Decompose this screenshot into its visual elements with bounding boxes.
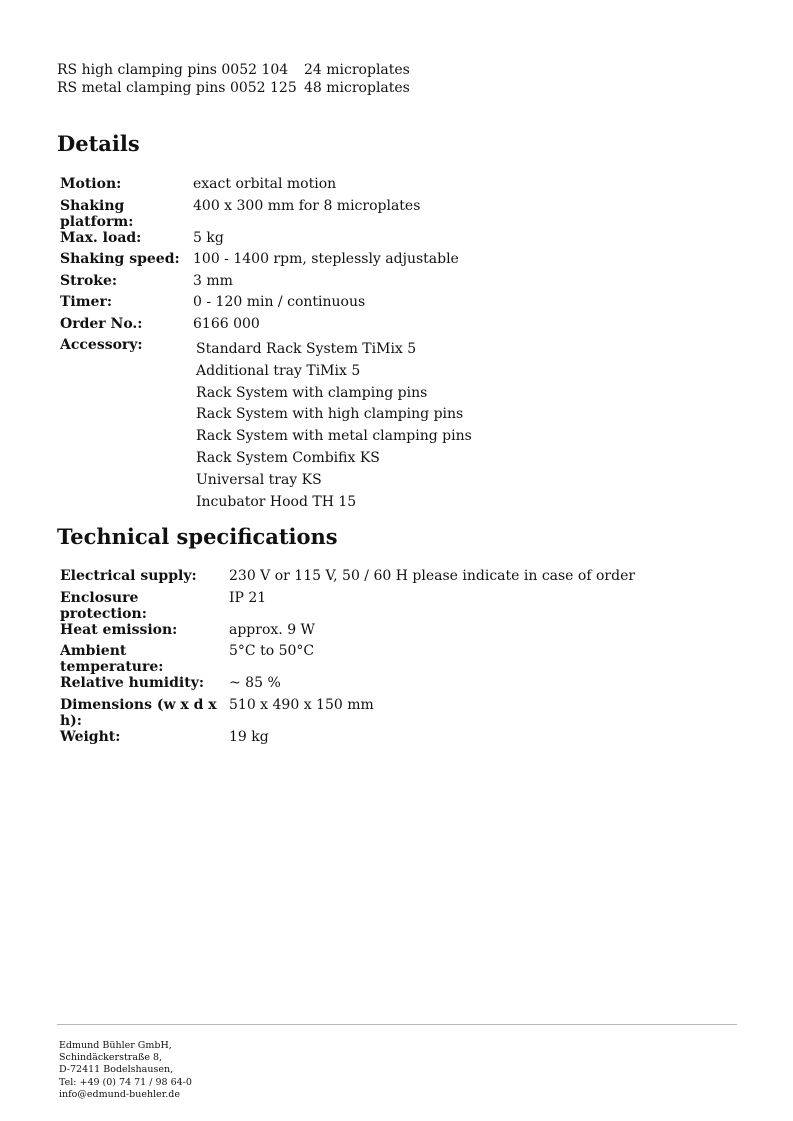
spec-row (60, 675, 635, 697)
item-name: RS high clamping pins 0052 104 (57, 62, 289, 78)
spec-row (60, 590, 635, 622)
spec-key: Ambient temperature: (60, 643, 164, 675)
spec-key: Relative humidity: (60, 675, 204, 691)
footer-email: info@edmund-buehler.de (59, 1088, 180, 1100)
spec-value: 5 kg (193, 229, 224, 246)
spec-row (60, 176, 472, 198)
footer-phone: Tel: +49 (0) 74 71 / 98 64-0 (59, 1076, 192, 1088)
spec-value: 230 V or 115 V, 50 / 60 H please indicate in case of order (229, 568, 636, 584)
item-capacity: 48 microplates (304, 80, 410, 96)
footer-city: D-72411 Bodelshausen, (59, 1064, 174, 1076)
spec-row (60, 622, 635, 644)
spec-key: Order No.: (60, 315, 143, 332)
spec-value: IP 21 (229, 589, 267, 606)
spec-value: 6166 000 (193, 315, 260, 332)
spec-value: approx. 9 W (229, 621, 315, 638)
footer-company: Edmund Bühler GmbH, (59, 1040, 172, 1051)
technical-specifications-table (60, 568, 635, 750)
spec-key: Max. load: (60, 229, 142, 246)
spec-value: 0 - 120 min / continuous (193, 294, 366, 310)
footer-divider (57, 1024, 737, 1025)
spec-value: ~ 85 % (229, 675, 281, 691)
spec-value: 19 kg (229, 728, 269, 745)
list-item: Incubator Hood TH 15 (196, 493, 357, 510)
spec-value: 3 mm (193, 272, 233, 289)
spec-key: Weight: (60, 728, 121, 745)
spec-row (60, 251, 472, 273)
item-name: RS metal clamping pins 0052 125 (57, 80, 297, 96)
list-item: Rack System with metal clamping pins (196, 428, 472, 445)
table-row (57, 79, 410, 97)
spec-key: Accessory: (60, 337, 143, 353)
accessory-list (193, 339, 472, 513)
spec-row (60, 230, 472, 252)
spec-key: Shaking speed: (60, 251, 180, 267)
footer-street: Schindäckerstraße 8, (59, 1052, 163, 1064)
list-item: Rack System with high clamping pins (196, 406, 464, 423)
spec-row (60, 294, 472, 316)
list-item: Rack System Combifix KS (196, 449, 380, 466)
list-item: Additional tray TiMix 5 (196, 362, 361, 379)
details-table (60, 176, 472, 513)
spec-row (60, 273, 472, 295)
spec-row (60, 697, 635, 729)
spec-row (60, 198, 472, 230)
spec-key: Electrical supply: (60, 568, 197, 584)
technical-specifications-heading: Technical specifications (57, 524, 338, 549)
table-row (57, 61, 410, 79)
spec-key: Heat emission: (60, 621, 178, 638)
accessory-table (57, 61, 410, 97)
list-item: Universal tray KS (196, 471, 322, 488)
spec-value: 400 x 300 mm for 8 microplates (193, 197, 421, 214)
spec-row (60, 316, 472, 338)
spec-row (60, 643, 635, 675)
list-item: Rack System with clamping pins (196, 384, 428, 401)
spec-key: Enclosure protection: (60, 589, 147, 622)
spec-value: 510 x 490 x 150 mm (229, 696, 374, 713)
spec-row (60, 729, 635, 751)
spec-value: 5°C to 50°C (229, 643, 315, 659)
list-item: Standard Rack System TiMix 5 (196, 341, 417, 357)
spec-key: Stroke: (60, 272, 118, 289)
spec-key: Shaking platform: (60, 197, 134, 230)
spec-value: 100 - 1400 rpm, steplessly adjustable (193, 251, 459, 267)
spec-value: exact orbital motion (193, 176, 337, 192)
item-capacity: 24 microplates (304, 62, 410, 78)
details-heading: Details (57, 131, 140, 156)
spec-key: Timer: (60, 294, 113, 310)
spec-key: Motion: (60, 176, 122, 192)
footer-address (59, 1040, 192, 1101)
spec-row (60, 568, 635, 590)
spec-row-accessory (60, 337, 472, 513)
spec-key: Dimensions (w x d x h): (60, 696, 217, 729)
